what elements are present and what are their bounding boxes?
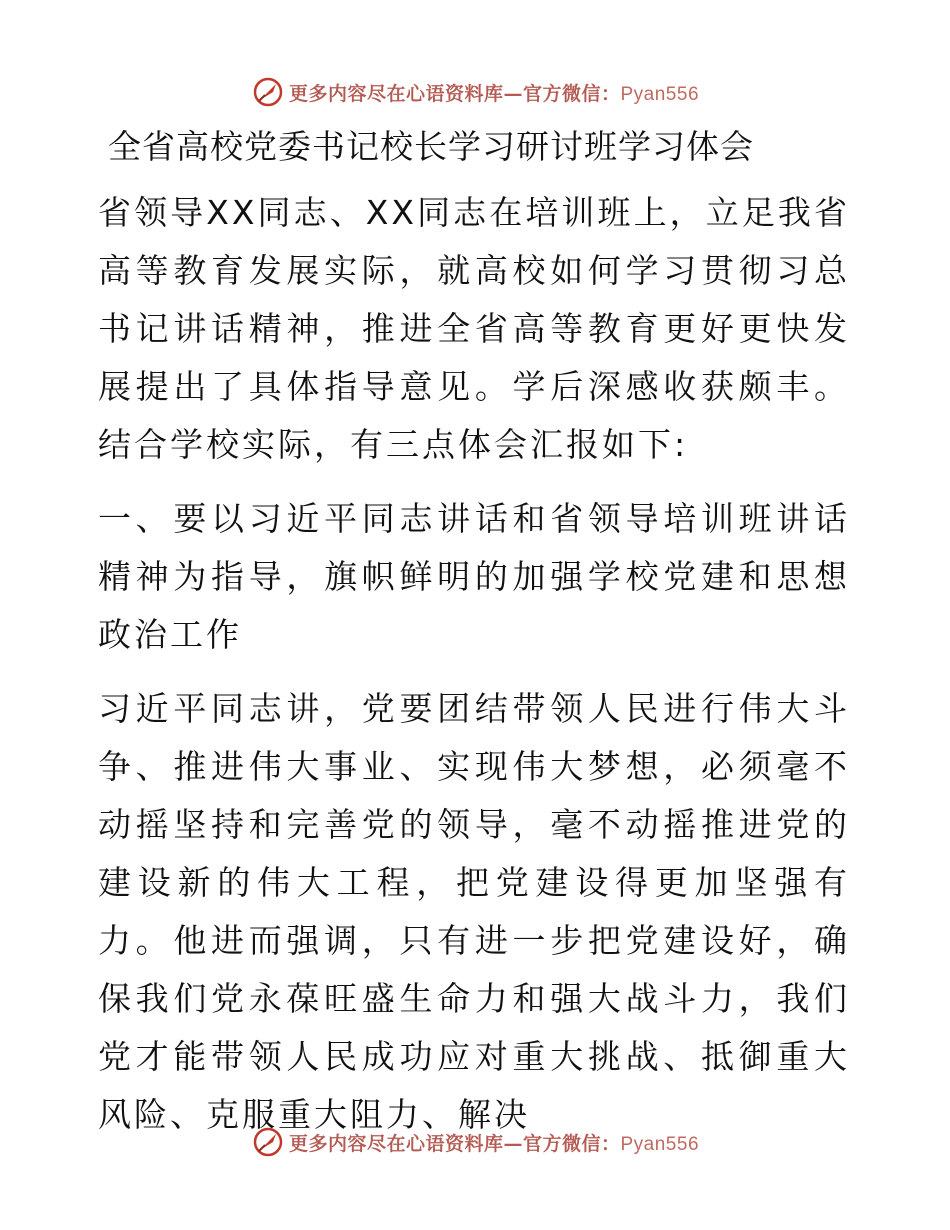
watermark-wechat-id: Pyan556 [620, 1133, 700, 1155]
watermark-label: 更多内容尽在心语资料库—官方微信： [288, 82, 621, 105]
watermark-wechat-id: Pyan556 [620, 83, 700, 105]
watermark-text [289, 79, 699, 106]
footer-watermark [0, 1122, 950, 1162]
paragraph-section-one-body: 习近平同志讲，党要团结带领人民进行伟大斗争、推进伟大事业、实现伟大梦想，必须毫不动摇坚持和完善党的领导，毫不动摇推进党的建设新的伟大工程，把党建设得更加坚强有力。他进而强调，只有进一步把党建设好，确保我们党永葆旺盛生命力和强大战斗力，我们党才能带领人民成功应对重大挑战、抵御重大风险、克服重大阻力、解决 [98, 689, 850, 1134]
paragraph-section-one-heading: 一、要以习近平同志讲话和省领导培训班讲话精神为指导，旗帜鲜明的加强学校党建和思想政治工作 [98, 499, 850, 654]
quill-logo-icon [251, 75, 285, 109]
paragraph-intro: 省领导XX同志、XX同志在培训班上，立足我省高等教育发展实际，就高校如何学习贯彻习总书记讲话精神，推进全省高等教育更好更快发展提出了具体指导意见。学后深感收获颇丰。结合学校实际，有三点体会汇报如下: [98, 193, 850, 464]
quill-logo-icon [251, 1125, 285, 1159]
document-title: 全省高校党委书记校长学习研讨班学习体会 [108, 127, 754, 166]
watermark-text [289, 1129, 699, 1156]
document-body [98, 118, 850, 1160]
watermark-label: 更多内容尽在心语资料库—官方微信： [288, 1132, 621, 1155]
header-watermark [0, 72, 950, 112]
